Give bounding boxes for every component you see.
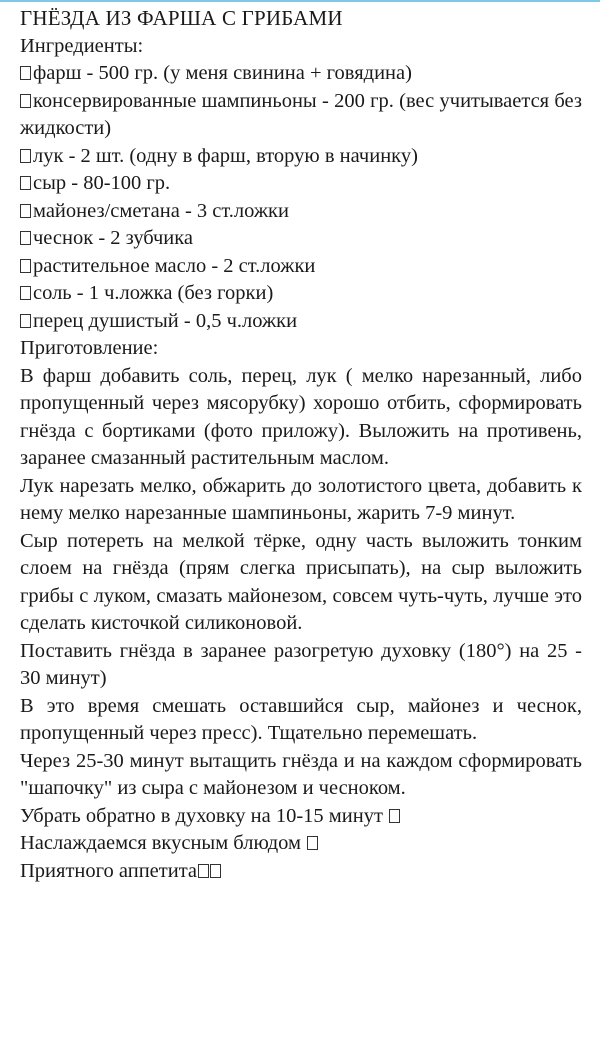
- ingredient-item: чеснок - 2 зубчика: [20, 225, 582, 253]
- ingredient-item: майонез/сметана - 3 ст.ложки: [20, 198, 582, 226]
- ingredient-item: фарш - 500 гр. (у меня свинина + говядина): [20, 60, 582, 88]
- step-paragraph: В фарш добавить соль, перец, лук ( мелко нарезанный, либо пропущенный через мясорубку) хорошо отбить, сформировать гнёзда с бортиками (фото приложу). Выложить на противень, заранее смазанный растительным маслом.: [20, 364, 582, 469]
- closing-lines: [20, 803, 582, 886]
- box-icon: [389, 809, 400, 823]
- box-icon: [210, 864, 221, 878]
- checkbox-icon: [20, 314, 31, 328]
- box-icon: [198, 864, 209, 878]
- step-paragraph: В это время смешать оставшийся сыр, майонез и чеснок, пропущенный через пресс). Тщательно перемешать.: [20, 694, 582, 744]
- preparation-heading: Приготовление:: [20, 337, 159, 359]
- checkbox-icon: [20, 231, 31, 245]
- checkbox-icon: [20, 94, 31, 108]
- preparation-steps: [20, 363, 582, 803]
- checkbox-icon: [20, 259, 31, 273]
- ingredient-item: соль - 1 ч.ложка (без горки): [20, 280, 582, 308]
- ingredients-heading: Ингредиенты:: [20, 34, 144, 57]
- checkbox-icon: [20, 149, 31, 163]
- ingredient-item: перец душистый - 0,5 ч.ложки: [20, 308, 582, 336]
- step-paragraph: Поставить гнёзда в заранее разогретую духовку (180°) на 25 - 30 минут): [20, 639, 582, 689]
- closing-line: Приятного аппетита: [20, 858, 582, 886]
- closing-line: Убрать обратно в духовку на 10-15 минут: [20, 803, 582, 831]
- recipe-title: ГНЁЗДА ИЗ ФАРША С ГРИБАМИ: [20, 6, 343, 30]
- recipe-document: [20, 5, 582, 885]
- ingredient-item: лук - 2 шт. (одну в фарш, вторую в начинку): [20, 143, 582, 171]
- step-paragraph: Через 25-30 минут вытащить гнёзда и на каждом сформировать "шапочку" из сыра с майонезом и чесноком.: [20, 749, 582, 799]
- checkbox-icon: [20, 66, 31, 80]
- step-paragraph: Сыр потереть на мелкой тёрке, одну часть выложить тонким слоем на гнёзда (прям слегка присыпать), на сыр выложить грибы с луком, смазать майонезом, совсем чуть-чуть, лучше это сделать кисточкой силиконовой.: [20, 529, 582, 634]
- checkbox-icon: [20, 286, 31, 300]
- box-icon: [307, 836, 318, 850]
- ingredient-item: растительное масло - 2 ст.ложки: [20, 253, 582, 281]
- ingredients-list: [20, 60, 582, 335]
- ingredient-item: консервированные шампиньоны - 200 гр. (вес учитывается без жидкости): [20, 89, 582, 139]
- checkbox-icon: [20, 204, 31, 218]
- checkbox-icon: [20, 176, 31, 190]
- closing-line: Наслаждаемся вкусным блюдом: [20, 830, 582, 858]
- ingredient-item: сыр - 80-100 гр.: [20, 170, 582, 198]
- step-paragraph: Лук нарезать мелко, обжарить до золотистого цвета, добавить к нему мелко нарезанные шампиньоны, жарить 7-9 минут.: [20, 474, 582, 524]
